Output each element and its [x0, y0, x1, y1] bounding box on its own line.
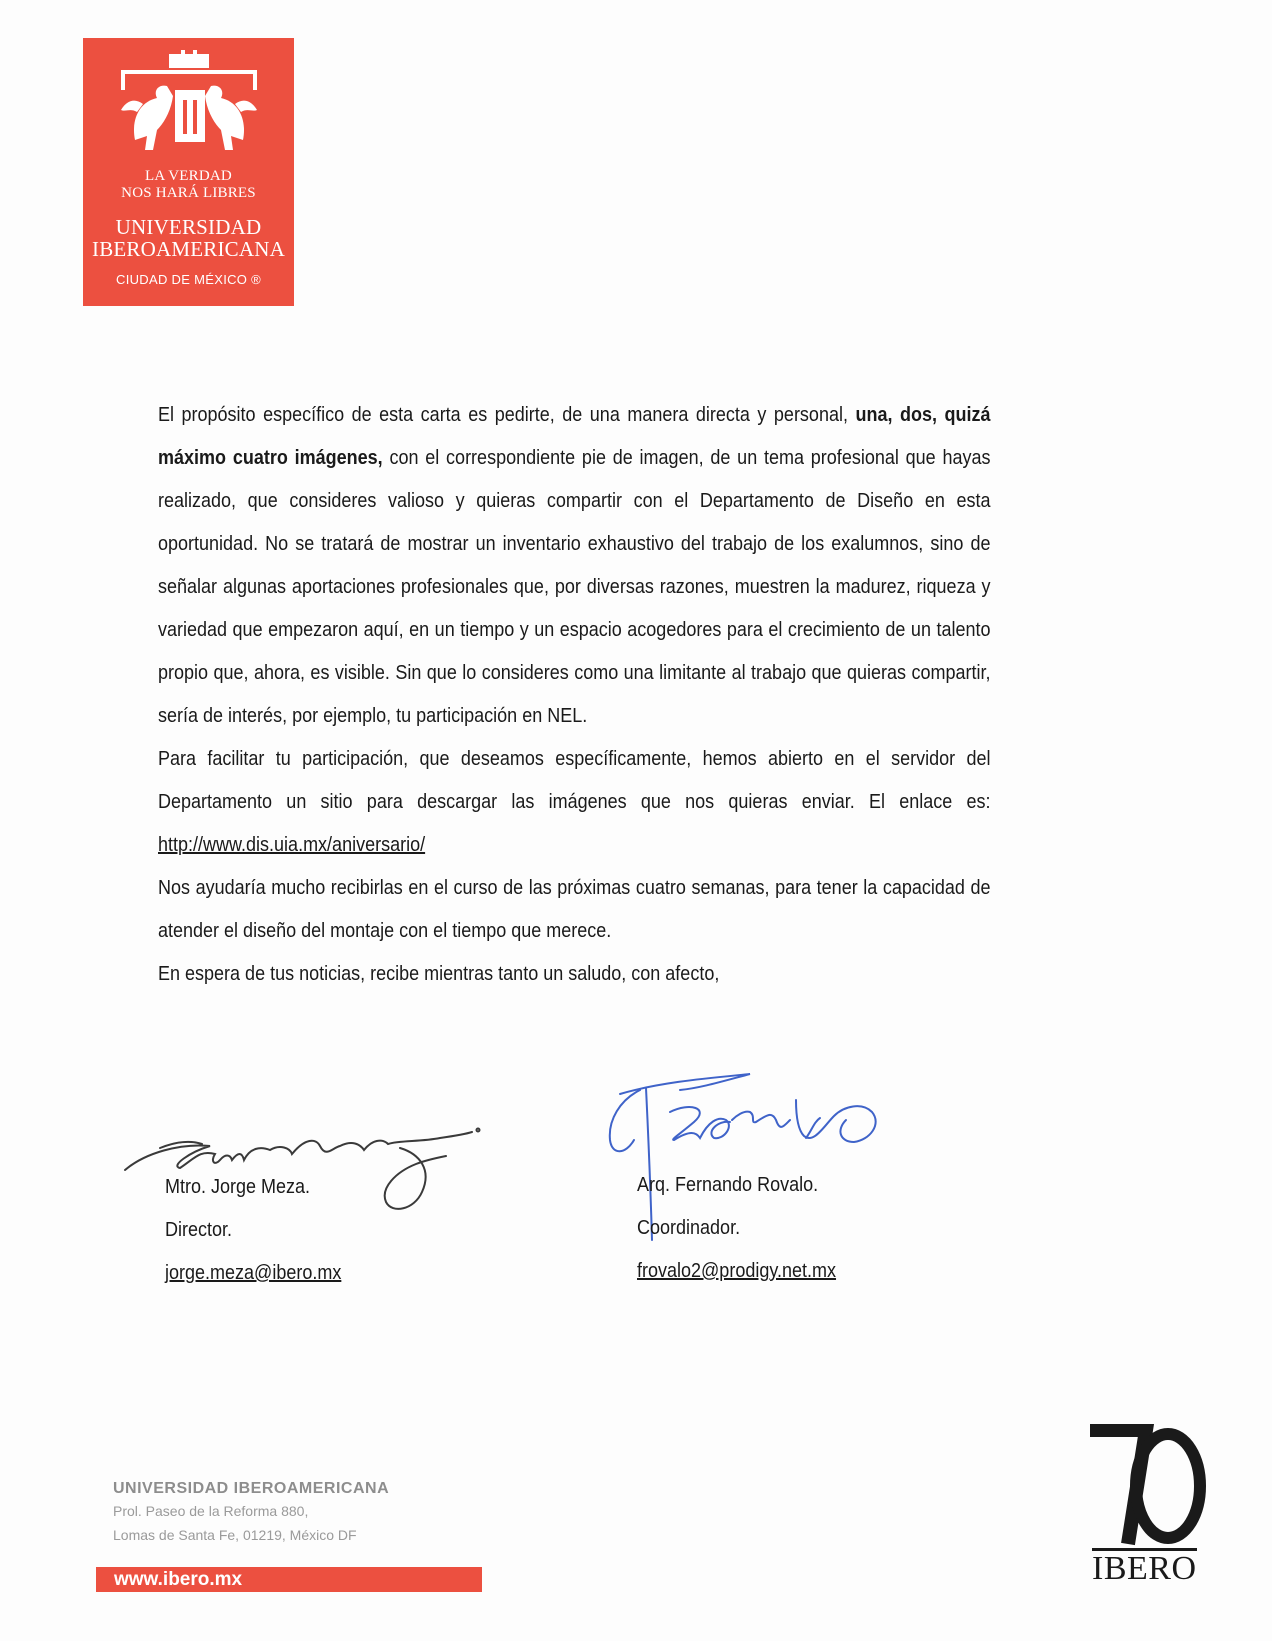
signer-email[interactable]: frovalo2@prodigy.net.mx: [637, 1260, 837, 1282]
paragraph-1: El propósito específico de esta carta es pedirte, de una manera directa y personal, una, dos, quizá máximo cuatro imágenes, con el correspondiente pie de imagen, de un tema profesional que hayas realizado, que consideres valioso y quieras compartir con el Departamento de Diseño en esta oportunidad. No se tratará de mostrar un inventario exhaustivo del trabajo de los exalumnos, sino de señalar algunas aportaciones profesionales que, por diversas razones, muestren la madurez, riqueza y variedad que empezaron aquí, en un tiempo y un espacio acogedores para el crecimiento de un talento propio que, ahora, es visible. Sin que lo consideres como una limitante al trabajo que quieras compartir, sería de interés, por ejemplo, tu participación en NEL.: [158, 404, 991, 727]
signer-email[interactable]: jorge.meza@ibero.mx: [165, 1262, 342, 1284]
seventy-anniversary-icon: [1088, 1424, 1208, 1549]
letter-body: [158, 394, 991, 996]
footer-website[interactable]: www.ibero.mx: [96, 1567, 482, 1592]
highlight-request: una, dos, quizá máximo cuatro imágenes,: [158, 404, 991, 469]
signer-role: Coordinador.: [637, 1217, 741, 1239]
coat-of-arms-icon: [113, 50, 265, 160]
paragraph-4: En espera de tus noticias, recibe mientras tanto un saludo, con afecto,: [158, 963, 720, 985]
footer-address: [113, 1480, 389, 1546]
logo-motto: [83, 168, 294, 202]
university-line-2: IBEROAMERICANA: [92, 237, 285, 261]
footer-title: UNIVERSIDAD IBEROAMERICANA: [113, 1480, 390, 1497]
paragraph-3: Nos ayudaría mucho recibirlas en el curso de las próximas cuatro semanas, para tener la capacidad de atender el diseño del montaje con el tiempo que merece.: [158, 877, 991, 942]
university-line-1: UNIVERSIDAD: [115, 215, 262, 239]
motto-line-2: NOS HARÁ LIBRES: [121, 185, 256, 201]
logo-university-name: [83, 216, 294, 260]
signature-block-right: [637, 1164, 836, 1293]
upload-link[interactable]: http://www.dis.uia.mx/aniversario/: [158, 834, 426, 856]
footer-address-line-1: Prol. Paseo de la Reforma 880,: [113, 1503, 309, 1519]
signer-name: Arq. Fernando Rovalo.: [637, 1174, 819, 1196]
footer-address-line-2: Lomas de Santa Fe, 01219, México DF: [113, 1527, 357, 1543]
signer-name: Mtro. Jorge Meza.: [165, 1176, 311, 1198]
ibero-70-logo: [1088, 1424, 1208, 1587]
signature-block-left: [165, 1166, 341, 1295]
university-logo: [83, 38, 294, 306]
ibero-wordmark: IBERO: [1092, 1550, 1197, 1587]
logo-city: CIUDAD DE MÉXICO ®: [116, 272, 261, 287]
paragraph-2: Para facilitar tu participación, que deseamos específicamente, hemos abierto en el servidor del Departamento un sitio para descargar las imágenes que nos quieras enviar. El enlace es: http://www.dis.uia.mx/aniversario/: [158, 748, 991, 856]
motto-line-1: LA VERDAD: [145, 168, 232, 184]
signer-role: Director.: [165, 1219, 233, 1241]
